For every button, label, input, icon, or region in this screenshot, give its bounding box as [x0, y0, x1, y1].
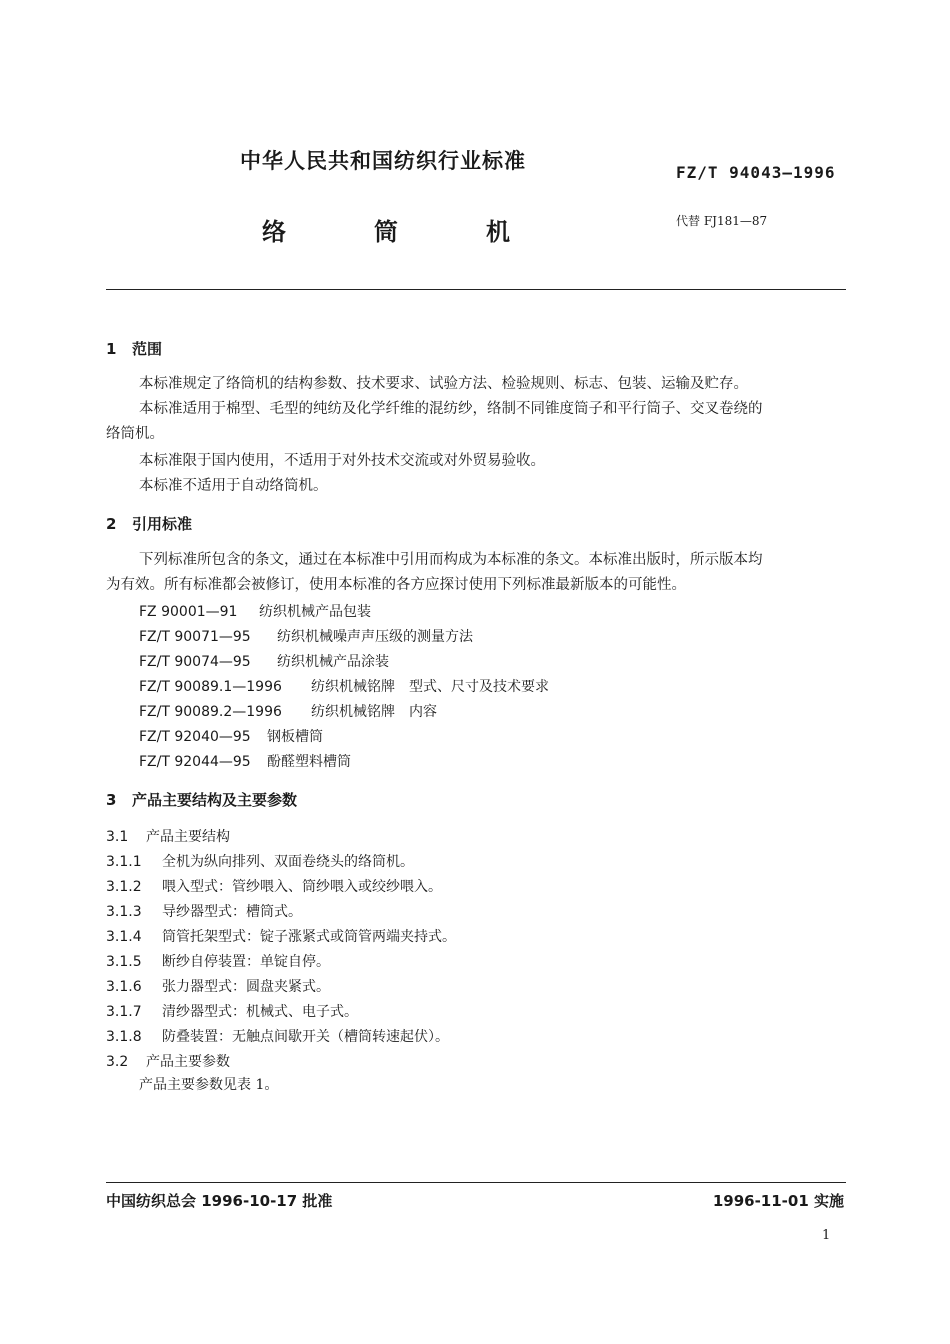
standard-code: FZ/T 94043—1996 [676, 163, 836, 182]
reference-code: FZ 90001—91 [139, 604, 238, 620]
clause-text: 张力器型式：圆盘夹紧式。 [162, 979, 330, 995]
clause-number: 3.1.7 [106, 1004, 142, 1020]
paragraph-continuation: 为有效。所有标准都会被修订，使用本标准的各方应探讨使用下列标准最新版本的可能性。 [106, 577, 686, 593]
clause-number: 3.1.4 [106, 929, 142, 945]
reference-code: FZ/T 90071—95 [139, 629, 251, 645]
section-3-heading [106, 789, 297, 810]
page-number: 1 [822, 1228, 831, 1243]
reference-item [139, 651, 389, 671]
reference-title: 纺织机械产品包装 [259, 604, 371, 620]
paragraph-continuation: 络筒机。 [106, 426, 164, 442]
reference-code: FZ/T 90074—95 [139, 654, 251, 670]
clause-item [106, 901, 302, 921]
replaces-note: 代替 FJ181—87 [676, 214, 768, 228]
reference-code: FZ/T 90089.2—1996 [139, 704, 282, 720]
clause-text: 产品主要参数 [146, 1054, 230, 1070]
clause-number: 3.1.6 [106, 979, 142, 995]
section-1-heading [106, 338, 162, 359]
clause-text: 清纱器型式：机械式、电子式。 [162, 1004, 358, 1020]
clause-item [106, 876, 442, 896]
reference-item [139, 751, 351, 771]
implementation-date: 1996-11-01 实施 [712, 1192, 844, 1210]
paragraph: 产品主要参数见表 1。 [139, 1077, 279, 1093]
reference-title: 酚醛塑料槽筒 [267, 754, 351, 770]
section-2-heading [106, 513, 192, 534]
clause-item [106, 1026, 449, 1046]
clause-text: 防叠装置：无触点间歇开关（槽筒转速起伏）。 [162, 1029, 449, 1045]
section-number: 2 [106, 515, 117, 533]
reference-title: 纺织机械产品涂装 [277, 654, 389, 670]
paragraph: 下列标准所包含的条文，通过在本标准中引用而构成为本标准的条文。本标准出版时，所示版本均 [139, 552, 763, 568]
paragraph: 本标准限于国内使用，不适用于对外技术交流或对外贸易验收。 [139, 453, 545, 469]
approval-note: 中国纺织总会 1996-10-17 批准 [106, 1192, 333, 1210]
header-divider [106, 289, 846, 290]
clause-item [106, 1051, 230, 1071]
clause-text: 断纱自停装置：单锭自停。 [162, 954, 330, 970]
section-title: 引用标准 [132, 515, 193, 533]
clause-text: 产品主要结构 [146, 829, 230, 845]
reference-item [139, 626, 473, 646]
org-title: 中华人民共和国纺织行业标准 [240, 149, 526, 173]
clause-text: 全机为纵向排列、双面卷绕头的络筒机。 [162, 854, 414, 870]
reference-code: FZ/T 90089.1—1996 [139, 679, 282, 695]
clause-number: 3.1.5 [106, 954, 142, 970]
clause-item [106, 926, 456, 946]
reference-item [139, 601, 371, 621]
clause-item [106, 851, 414, 871]
paragraph: 本标准规定了络筒机的结构参数、技术要求、试验方法、检验规则、标志、包装、运输及贮存。 [139, 376, 748, 392]
clause-number: 3.1.3 [106, 904, 142, 920]
clause-text: 筒管托架型式：锭子涨紧式或筒管两端夹持式。 [162, 929, 456, 945]
paragraph: 本标准不适用于自动络筒机。 [139, 478, 328, 494]
clause-number: 3.1.2 [106, 879, 142, 895]
clause-text: 导纱器型式：槽筒式。 [162, 904, 302, 920]
reference-code: FZ/T 92044—95 [139, 754, 251, 770]
reference-item [139, 726, 323, 746]
paragraph: 本标准适用于棉型、毛型的纯纺及化学纤维的混纺纱，络制不同锥度筒子和平行筒子、交叉卷绕的 [139, 401, 763, 417]
reference-title: 纺织机械铭牌 内容 [311, 704, 437, 720]
reference-title: 钢板槽筒 [267, 729, 323, 745]
reference-code: FZ/T 92040—95 [139, 729, 251, 745]
reference-title: 纺织机械噪声声压级的测量方法 [277, 629, 473, 645]
clause-number: 3.1.8 [106, 1029, 142, 1045]
section-title: 范围 [132, 340, 163, 358]
clause-item [106, 951, 330, 971]
section-number: 3 [106, 791, 117, 809]
clause-item [106, 826, 230, 846]
footer-divider [106, 1182, 846, 1183]
clause-text: 喂入型式：管纱喂入、筒纱喂入或绞纱喂入。 [162, 879, 442, 895]
document-title: 络筒机 [262, 218, 598, 246]
reference-item [139, 701, 437, 721]
clause-item [106, 1001, 358, 1021]
clause-number: 3.2 [106, 1054, 129, 1070]
clause-number: 3.1.1 [106, 854, 142, 870]
clause-number: 3.1 [106, 829, 129, 845]
reference-item [139, 676, 549, 696]
section-number: 1 [106, 340, 117, 358]
reference-title: 纺织机械铭牌 型式、尺寸及技术要求 [311, 679, 549, 695]
section-title: 产品主要结构及主要参数 [132, 791, 298, 809]
clause-item [106, 976, 330, 996]
